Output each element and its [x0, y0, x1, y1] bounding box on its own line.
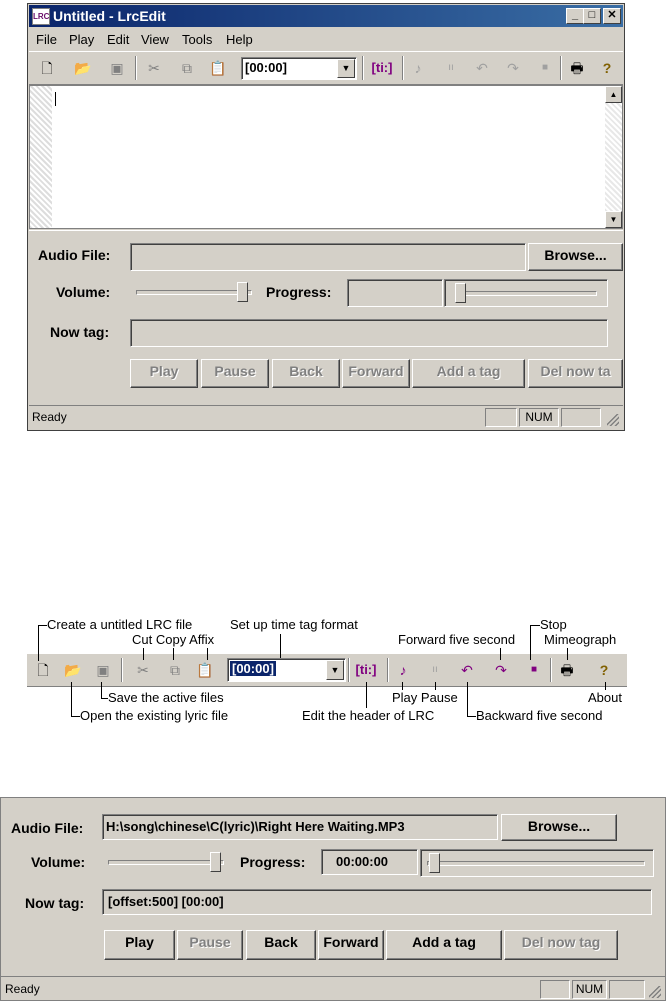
forward-button[interactable]: Forward — [318, 930, 384, 960]
paste-icon[interactable]: 📋 — [196, 662, 214, 678]
open-folder-icon[interactable]: 📂 — [64, 662, 82, 678]
vertical-scrollbar[interactable] — [605, 86, 622, 228]
status-panel-caps — [540, 980, 570, 999]
volume-thumb[interactable] — [210, 852, 221, 872]
status-panel-num: NUM — [572, 980, 607, 999]
audio-file-field[interactable] — [130, 243, 526, 271]
minimize-button[interactable]: _ — [566, 8, 584, 24]
scroll-up-icon[interactable]: ▲ — [605, 86, 622, 103]
progress-slider[interactable] — [420, 849, 654, 877]
progress-label: Progress: — [240, 854, 306, 870]
menu-view[interactable]: View — [141, 32, 169, 47]
leader-line — [467, 682, 468, 716]
save-icon[interactable]: ▣ — [110, 60, 124, 76]
status-panel-num: NUM — [519, 408, 559, 427]
progress-time-field — [347, 279, 443, 307]
progress-track — [427, 861, 645, 866]
back-button[interactable]: Back — [246, 930, 316, 960]
editor-gutter — [30, 86, 52, 228]
time-format-value: [00:00] — [232, 661, 274, 676]
annotation-time-tag-format: Set up time tag format — [230, 617, 358, 632]
annotation-save: Save the active files — [108, 690, 224, 705]
annotation-open: Open the existing lyric file — [80, 708, 229, 723]
copy-icon[interactable]: ⧉ — [170, 662, 180, 678]
volume-track — [136, 290, 252, 295]
print-icon[interactable]: 🖶 — [570, 60, 584, 76]
leader-line — [530, 625, 531, 660]
add-tag-button[interactable]: Add a tag — [412, 359, 525, 388]
now-tag-field[interactable] — [130, 319, 608, 347]
leader-line — [173, 648, 174, 660]
time-format-select[interactable] — [241, 57, 357, 80]
progress-thumb[interactable] — [455, 283, 466, 303]
text-caret — [55, 92, 56, 106]
status-panel-scrl — [561, 408, 601, 427]
leader-line — [71, 682, 72, 716]
del-now-tag-button[interactable]: Del now ta — [528, 359, 623, 388]
leader-line — [143, 648, 144, 660]
toolbar-separator — [387, 658, 389, 682]
time-format-value: [00:00] — [245, 60, 287, 75]
resize-grip[interactable] — [607, 414, 619, 426]
leader-line — [435, 682, 436, 690]
back-button[interactable]: Back — [272, 359, 340, 388]
title-bar[interactable] — [29, 5, 623, 27]
play-icon[interactable]: ♪ — [399, 662, 407, 678]
play-button[interactable]: Play — [130, 359, 198, 388]
time-format-select[interactable] — [227, 658, 346, 682]
progress-track — [455, 291, 597, 296]
chevron-down-icon[interactable]: ▼ — [337, 59, 355, 78]
help-icon[interactable]: ? — [599, 662, 609, 678]
leader-line — [207, 648, 208, 660]
main-toolbar — [29, 51, 623, 85]
toolbar-separator — [550, 658, 552, 682]
leader-line — [467, 716, 476, 717]
leader-line — [366, 682, 367, 708]
pause-icon[interactable]: ıı — [448, 62, 454, 73]
status-text: Ready — [5, 982, 40, 996]
now-tag-label: Now tag: — [25, 895, 85, 911]
progress-time-field: 00:00:00 — [321, 849, 418, 875]
forward-icon[interactable]: ↷ — [495, 662, 507, 678]
toolbar-separator — [121, 658, 123, 682]
leader-line — [38, 625, 39, 661]
del-now-tag-button[interactable]: Del now tag — [504, 930, 618, 960]
new-file-icon[interactable]: 🗋 — [37, 662, 49, 678]
volume-slider[interactable] — [130, 279, 257, 305]
play-button[interactable]: Play — [104, 930, 175, 960]
annotation-cut-copy-affix: Cut Copy Affix — [132, 632, 215, 647]
filled-control-panel — [0, 797, 666, 1001]
progress-thumb[interactable] — [429, 853, 440, 873]
lyric-editor[interactable] — [29, 85, 623, 229]
browse-button[interactable]: Browse... — [501, 814, 617, 841]
annotation-play-pause: Play Pause — [392, 690, 458, 705]
progress-label: Progress: — [266, 284, 332, 300]
close-button[interactable]: ✕ — [603, 8, 621, 24]
audio-file-label: Audio File: — [38, 247, 111, 263]
toolbar-separator — [348, 658, 350, 682]
maximize-button[interactable]: □ — [583, 8, 601, 24]
leader-line — [38, 625, 47, 626]
menu-bar — [29, 28, 623, 50]
paste-icon[interactable]: 📋 — [209, 60, 227, 76]
open-folder-icon[interactable]: 📂 — [74, 60, 92, 76]
toolbar-separator — [135, 56, 137, 80]
menu-file[interactable]: File — [36, 32, 57, 47]
annotation-create: Create a untitled LRC file — [47, 617, 193, 632]
edit-header-button[interactable]: [ti:] — [355, 662, 377, 677]
save-icon[interactable]: ▣ — [96, 662, 110, 678]
volume-track — [108, 860, 224, 865]
audio-file-field[interactable]: H:\song\chinese\C(lyric)\Right Here Waiting.MP3 — [102, 814, 498, 840]
toolbar-separator — [362, 56, 364, 80]
new-file-icon[interactable]: 🗋 — [41, 60, 53, 76]
menu-help[interactable]: Help — [226, 32, 253, 47]
progress-slider[interactable] — [444, 279, 608, 307]
leader-line — [101, 682, 102, 698]
pause-button[interactable]: Pause — [177, 930, 243, 960]
help-icon[interactable]: ? — [602, 60, 612, 76]
status-text: Ready — [32, 410, 67, 424]
audio-file-label: Audio File: — [11, 820, 84, 836]
volume-slider[interactable] — [102, 849, 230, 875]
leader-line — [500, 648, 501, 660]
toolbar-separator — [560, 56, 562, 80]
leader-line — [402, 682, 403, 690]
forward-icon[interactable]: ↷ — [507, 60, 519, 76]
stop-icon[interactable]: ■ — [541, 62, 549, 73]
menu-play[interactable]: Play — [69, 32, 95, 47]
annotated-toolbar — [27, 653, 627, 687]
leader-line — [71, 716, 80, 717]
backward-icon[interactable]: ↶ — [476, 60, 488, 76]
annotation-edit-header: Edit the header of LRC — [302, 708, 435, 723]
volume-label: Volume: — [56, 284, 111, 300]
toolbar-separator — [402, 56, 404, 80]
leader-line — [101, 698, 108, 699]
play-icon[interactable]: ♪ — [414, 60, 422, 76]
lrcedit-window — [27, 3, 625, 431]
volume-label: Volume: — [31, 854, 86, 870]
leader-line — [605, 682, 606, 690]
volume-thumb[interactable] — [237, 282, 248, 302]
leader-line — [567, 648, 568, 660]
cut-icon[interactable]: ✂ — [148, 60, 160, 76]
status-bar — [1, 976, 665, 1001]
leader-line — [280, 634, 281, 658]
scroll-down-icon[interactable]: ▼ — [605, 211, 622, 228]
forward-button[interactable]: Forward — [342, 359, 410, 388]
status-bar — [29, 405, 623, 430]
print-icon[interactable]: 🖶 — [560, 662, 574, 678]
now-tag-field[interactable]: [offset:500] [00:00] — [102, 889, 652, 915]
window-title: Untitled - LrcEdit — [53, 8, 166, 24]
annotation-forward-five: Forward five second — [398, 632, 516, 647]
edit-header-button[interactable]: [ti:] — [371, 60, 393, 75]
annotation-about: About — [588, 690, 622, 705]
pause-icon[interactable]: ıı — [432, 664, 438, 675]
pause-button[interactable]: Pause — [201, 359, 269, 388]
browse-button[interactable]: Browse... — [528, 243, 623, 271]
chevron-down-icon[interactable]: ▼ — [326, 660, 344, 680]
now-tag-label: Now tag: — [50, 324, 110, 340]
cut-icon[interactable]: ✂ — [137, 662, 149, 678]
backward-icon[interactable]: ↶ — [461, 662, 473, 678]
control-panel — [29, 230, 623, 403]
resize-grip[interactable] — [649, 986, 661, 998]
add-tag-button[interactable]: Add a tag — [386, 930, 502, 960]
annotation-stop: Stop — [540, 617, 567, 632]
menu-edit[interactable]: Edit — [107, 32, 130, 47]
annotation-backward-five: Backward five second — [476, 708, 603, 723]
stop-icon[interactable]: ■ — [530, 664, 538, 675]
leader-line — [530, 625, 540, 626]
menu-tools[interactable]: Tools — [182, 32, 213, 47]
copy-icon[interactable]: ⧉ — [182, 60, 192, 76]
app-icon: LRC — [32, 8, 50, 25]
annotation-mimeograph: Mimeograph — [544, 632, 617, 647]
status-panel-scrl — [609, 980, 645, 999]
status-panel-caps — [485, 408, 517, 427]
